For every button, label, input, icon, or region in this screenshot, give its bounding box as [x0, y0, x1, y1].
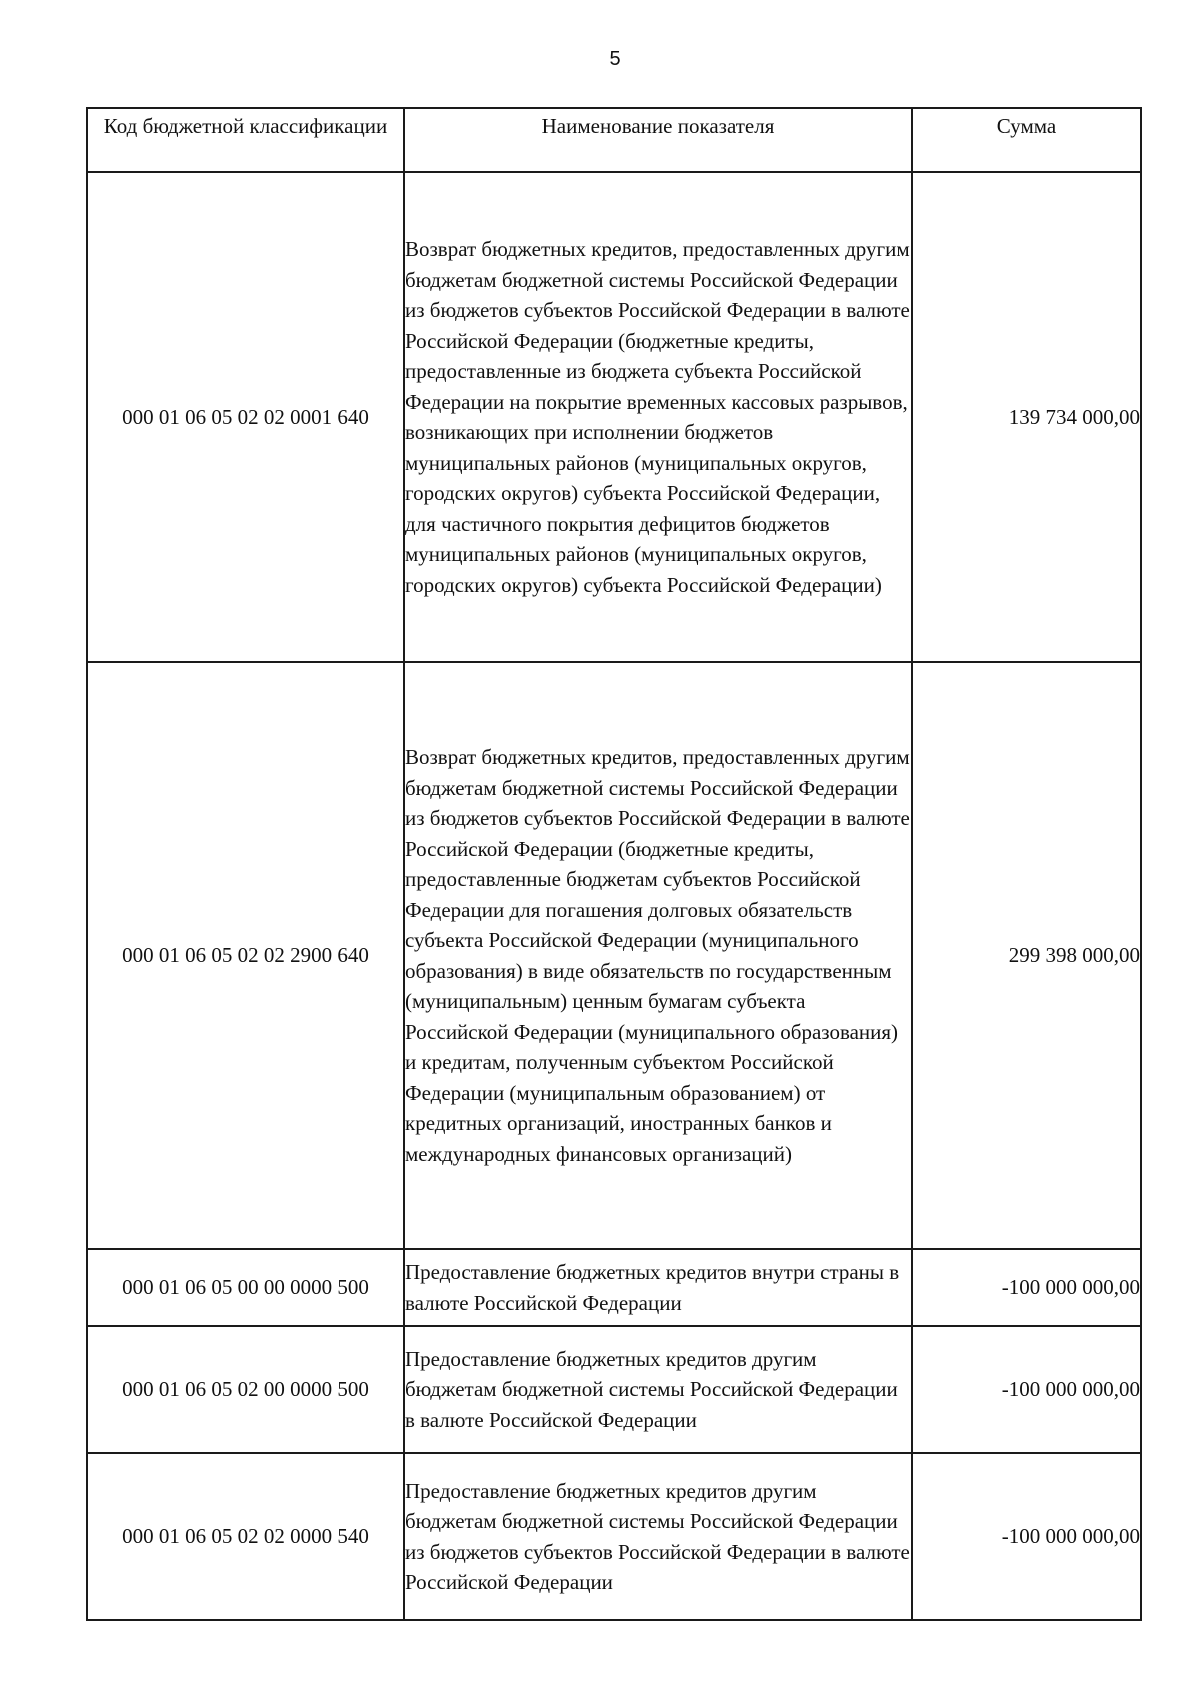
indicator-name-cell: Возврат бюджетных кредитов, предоставленных другим бюджетам бюджетной системы Российской Федерации из бюджетов субъектов Российской Федерации в валюте Российской Федерации (бюджетные кредиты, предоставленные бюджетам субъектов Российской Федерации для погашения долговых обязательств субъекта Российской Федерации (муниципального образования) в виде обязательств по государственным (муниципальным) ценным бумагам субъекта Российской Федерации (муниципального образования) и кредитам, полученным субъектом Российской Федерации (муниципальным образованием) от кредитных организаций, иностранных банков и международных финансовых организаций): [404, 662, 912, 1249]
indicator-name-cell: Предоставление бюджетных кредитов внутри страны в валюте Российской Федерации: [404, 1249, 912, 1326]
table-body: [87, 172, 1141, 1620]
budget-table: [86, 107, 1142, 1621]
amount-cell: 299 398 000,00: [912, 662, 1141, 1249]
table-row: [87, 1453, 1141, 1620]
header-code: Код бюджетной классификации: [87, 108, 404, 172]
table-header: [87, 108, 1141, 172]
budget-code-cell: 000 01 06 05 02 00 0000 500: [87, 1326, 404, 1453]
header-amount: Сумма: [912, 108, 1141, 172]
page-number: 5: [609, 48, 621, 70]
budget-code-cell: 000 01 06 05 02 02 2900 640: [87, 662, 404, 1249]
table-row: [87, 662, 1141, 1249]
header-name: Наименование показателя: [404, 108, 912, 172]
amount-cell: 139 734 000,00: [912, 172, 1141, 662]
header-row: [87, 108, 1141, 172]
budget-code-cell: 000 01 06 05 02 02 0001 640: [87, 172, 404, 662]
amount-cell: -100 000 000,00: [912, 1249, 1141, 1326]
amount-cell: -100 000 000,00: [912, 1326, 1141, 1453]
table-row: [87, 172, 1141, 662]
amount-cell: -100 000 000,00: [912, 1453, 1141, 1620]
indicator-name-cell: Предоставление бюджетных кредитов другим бюджетам бюджетной системы Российской Федерации в валюте Российской Федерации: [404, 1326, 912, 1453]
table-row: [87, 1249, 1141, 1326]
indicator-name-cell: Предоставление бюджетных кредитов другим бюджетам бюджетной системы Российской Федерации из бюджетов субъектов Российской Федерации в валюте Российской Федерации: [404, 1453, 912, 1620]
indicator-name-cell: Возврат бюджетных кредитов, предоставленных другим бюджетам бюджетной системы Российской Федерации из бюджетов субъектов Российской Федерации в валюте Российской Федерации (бюджетные кредиты, предоставленные из бюджета субъекта Российской Федерации на покрытие временных кассовых разрывов, возникающих при исполнении бюджетов муниципальных районов (муниципальных округов, городских округов) субъекта Российской Федерации, для частичного покрытия дефицитов бюджетов муниципальных районов (муниципальных округов, городских округов) субъекта Российской Федерации): [404, 172, 912, 662]
budget-code-cell: 000 01 06 05 02 02 0000 540: [87, 1453, 404, 1620]
table-row: [87, 1326, 1141, 1453]
budget-code-cell: 000 01 06 05 00 00 0000 500: [87, 1249, 404, 1326]
